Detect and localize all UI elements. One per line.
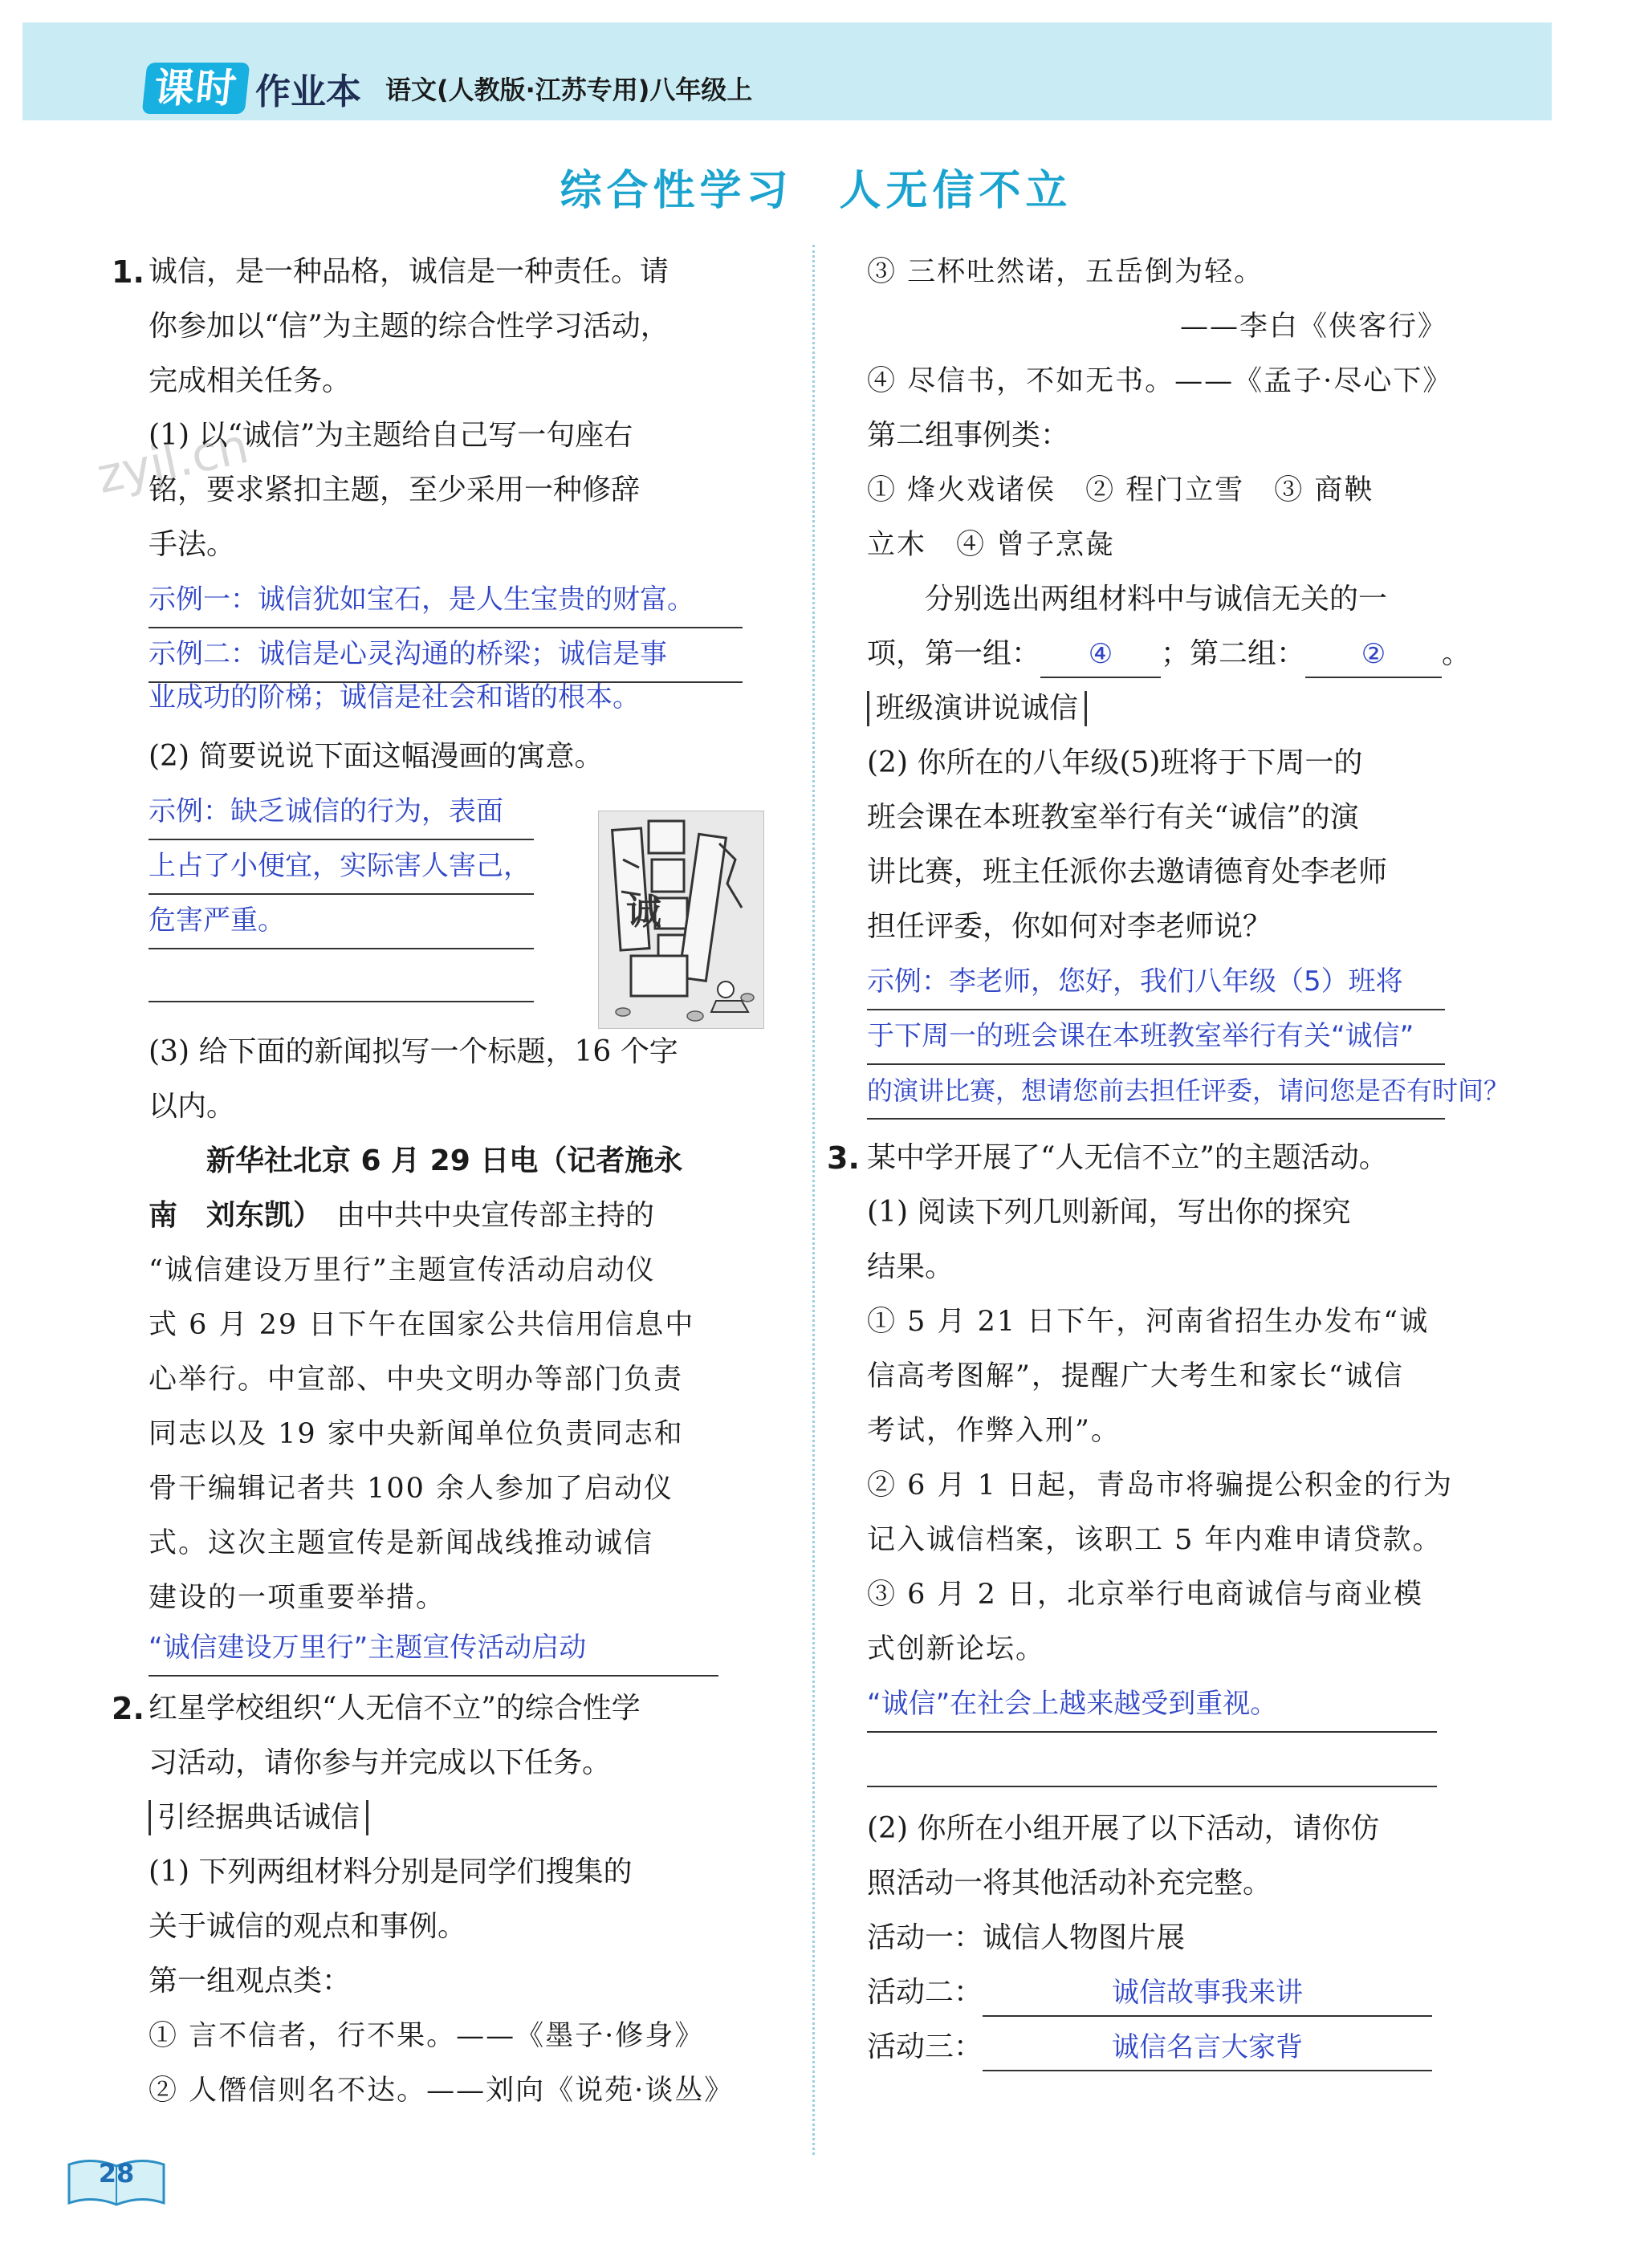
news-text: 式 6 月 29 日下午在国家公共信用信息中	[149, 1309, 695, 1341]
news-item: ① 5 月 21 日下午，河南省招生办发布“诚	[867, 1306, 1430, 1338]
news-item: 信高考图解”，提醒广大考生和家长“诚信	[867, 1360, 1404, 1392]
q1-part1-line: 手法。	[149, 528, 236, 561]
activity-three	[867, 2020, 1432, 2075]
answer-line: “诚信”在社会上越来越受到重视。	[867, 1677, 1437, 1733]
question-number: 1.	[112, 254, 144, 290]
activity-one: 活动一：诚信人物图片展	[867, 1921, 1186, 1954]
answer-line: “诚信建设万里行”主题宣传活动启动	[149, 1620, 718, 1677]
answer-line: 危害严重。	[149, 893, 534, 949]
news-text: “诚信建设万里行”主题宣传活动启动仪	[149, 1254, 656, 1286]
answer-blank: 诚信名言大家背	[983, 2025, 1432, 2071]
news-lead: 新华社北京 6 月 29 日电（记者施永	[206, 1144, 683, 1177]
q2-ask-text: ；第二组：	[1161, 637, 1306, 670]
news-lead	[149, 1189, 654, 1243]
q3-stem: 某中学开展了“人无信不立”的主题活动。	[867, 1141, 1388, 1174]
q1-part3-line: (3) 给下面的新闻拟写一个标题，16 个字	[149, 1035, 678, 1068]
news-text: 同志以及 19 家中央新闻单位负责同志和	[149, 1418, 684, 1450]
q3-part2-line: (2) 你所在小组开展了以下活动，请你仿	[867, 1812, 1380, 1845]
news-text: 建设的一项重要举措。	[149, 1582, 446, 1614]
answer-blank: ④	[1040, 632, 1161, 678]
q1-part2-prompt: (2) 简要说说下面这幅漫画的寓意。	[149, 740, 604, 773]
section-tag	[149, 1790, 368, 1845]
cartoon-image	[598, 811, 764, 1029]
answer-line: 示例一：诚信犹如宝石，是人生宝贵的财富。	[149, 572, 743, 628]
watermark: zyjl.cn	[92, 417, 254, 506]
news-text: 由中共中央宣传部主持的	[336, 1199, 655, 1232]
example-items: 立木 ④ 曾子烹彘	[867, 529, 1116, 561]
q2-part2-line: (2) 你所在的八年级(5)班将于下周一的	[867, 746, 1363, 779]
answer-line: 业成功的阶梯；诚信是社会和谐的根本。	[149, 681, 640, 713]
page-number-text: 28	[98, 2158, 135, 2189]
q1-stem-line: 你参加以“信”为主题的综合性学习活动，	[149, 310, 669, 343]
quote-item: ④ 尽信书，不如无书。——《孟子·尽心下》	[867, 365, 1453, 397]
activity-two	[867, 1965, 1432, 2020]
q1-part1-line: 铭，要求紧扣主题，至少采用一种修辞	[149, 474, 641, 506]
section-tag-label: 引经据典话诚信	[149, 1800, 368, 1835]
q3-part2-line: 照活动一将其他活动补充完整。	[867, 1867, 1272, 1900]
activity-label: 活动三：	[867, 2030, 983, 2063]
section-tag	[867, 681, 1087, 736]
quote-item: ③ 三杯吐然诺，五岳倒为轻。	[867, 256, 1264, 288]
q2-ask: 分别选出两组材料中与诚信无关的一	[925, 583, 1388, 616]
answer-line: 的演讲比赛，想请您前去担任评委，请问您是否有时间？	[867, 1063, 1445, 1120]
news-text: 骨干编辑记者共 100 余人参加了启动仪	[149, 1473, 674, 1505]
answer-blank-line	[867, 1786, 1437, 1787]
question-number: 2.	[112, 1691, 144, 1726]
q2-stem-line: 红星学校组织“人无信不立”的综合性学	[149, 1692, 641, 1725]
answer-blank: 诚信故事我来讲	[983, 1970, 1432, 2017]
group2-label: 第二组事例类：	[867, 419, 1070, 452]
subject-label: 语文(人教版·江苏专用)八年级上	[385, 75, 753, 105]
answer-blank-line	[149, 1001, 534, 1002]
news-item: ③ 6 月 2 日，北京举行电商诚信与商业模	[867, 1579, 1424, 1611]
brand-logo: 课时	[142, 63, 250, 114]
q3-part1-line: 结果。	[867, 1250, 954, 1283]
answer-line: 示例：李老师，您好，我们八年级（5）班将	[867, 954, 1445, 1010]
q2-part2-line: 讲比赛，班主任派你去邀请德育处李老师	[867, 856, 1388, 888]
q3-part1-line: (1) 阅读下列几则新闻，写出你的探究	[867, 1196, 1351, 1229]
news-text: 心举行。中宣部、中央文明办等部门负责	[149, 1364, 684, 1396]
q2-part1-line: (1) 下列两组材料分别是同学们搜集的	[149, 1855, 633, 1888]
section-tag-label: 班级演讲说诚信	[867, 691, 1087, 726]
q2-part1-line: 关于诚信的观点和事例。	[149, 1910, 467, 1943]
news-item: 考试，作弊入刑”。	[867, 1415, 1121, 1447]
answer-blank: ②	[1305, 632, 1442, 678]
brand-name: 作业本	[255, 71, 361, 112]
q2-ask-blanks	[867, 627, 1471, 681]
column-divider	[812, 245, 815, 2155]
news-item: ② 6 月 1 日起，青岛市将骗提公积金的行为	[867, 1469, 1454, 1502]
answer-line: 于下周一的班会课在本班教室举行有关“诚信”	[867, 1009, 1445, 1065]
q1-part3-line: 以内。	[149, 1090, 236, 1123]
q1-stem-line: 完成相关任务。	[149, 364, 352, 397]
q2-stem-line: 习活动，请你参与并完成以下任务。	[149, 1746, 612, 1779]
answer-line: 示例二：诚信是心灵沟通的桥梁；诚信是事	[149, 627, 743, 683]
news-text: 式。这次主题宣传是新闻战线推动诚信	[149, 1527, 654, 1559]
question-number: 3.	[827, 1140, 860, 1176]
q1-stem-line: 诚信，是一种品格，诚信是一种责任。请	[149, 255, 669, 288]
brand	[144, 63, 752, 114]
example-items: ① 烽火戏诸侯 ② 程门立雪 ③ 商鞅	[867, 474, 1374, 506]
q1-part1-line: (1) 以“诚信”为主题给自己写一句座右	[149, 419, 633, 452]
group1-label: 第一组观点类：	[149, 1965, 352, 1998]
news-reporters: 南 刘东凯）	[149, 1199, 308, 1232]
page-number	[64, 2155, 169, 2211]
page-title: 综合性学习 人无信不立	[560, 167, 1072, 215]
activity-label: 活动二：	[867, 1976, 983, 2009]
q2-part2-line: 班会课在本班教室举行有关“诚信”的演	[867, 801, 1359, 834]
news-item: 式创新论坛。	[867, 1633, 1046, 1665]
quote-source: ——李白《侠客行》	[1180, 311, 1448, 343]
q2-ask-text: 项，第一组：	[867, 637, 1041, 670]
answer-line: 示例：缺乏诚信的行为，表面	[149, 784, 534, 840]
quote-item: ② 人僭信则名不达。——刘向《说苑·谈丛》	[149, 2075, 735, 2107]
q2-ask-text: 。	[1442, 637, 1471, 670]
answer-line: 上占了小便宜，实际害人害己，	[149, 839, 534, 895]
quote-item: ① 言不信者，行不果。——《墨子·修身》	[149, 2020, 705, 2052]
cartoon-character: 诚	[626, 892, 661, 933]
q2-part2-line: 担任评委，你如何对李老师说？	[867, 910, 1272, 943]
news-item: 记入诚信档案，该职工 5 年内难申请贷款。	[867, 1524, 1443, 1556]
